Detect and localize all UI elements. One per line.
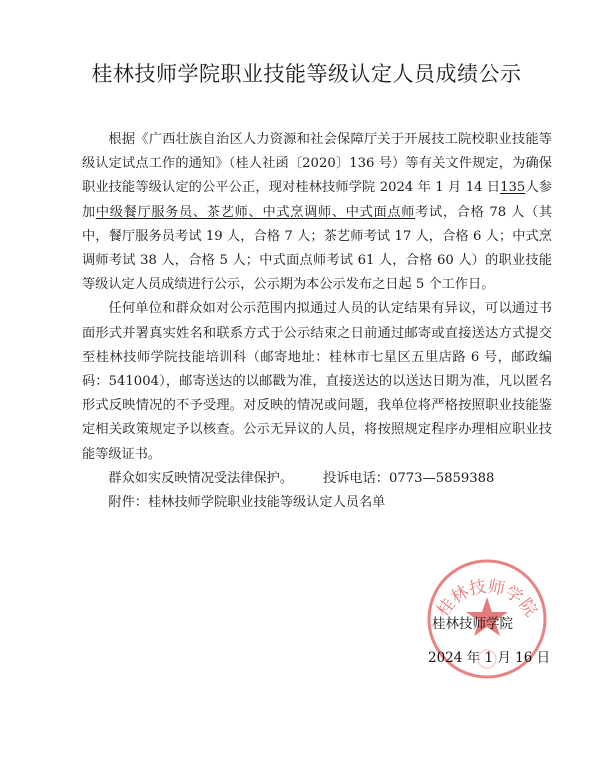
complaint-phone: 投诉电话：0773—5859388 [323, 470, 495, 486]
seal-text: 桂林技师学院 [433, 576, 541, 621]
paragraph-announcement [82, 128, 552, 297]
signature-date: 2024 年 1 月 16 日 [428, 650, 551, 666]
participant-count: 135 [500, 180, 526, 196]
legal-protection-text: 群众如实反映情况受法律保护。 [108, 470, 294, 486]
exam-occupations: 中级餐厅服务员、茶艺师、中式烹调师、中式面点师 [95, 204, 416, 220]
paragraph-legal [82, 467, 552, 491]
announcement-text-1: 根据《广西壮族自治区人力资源和社会保障厅关于开展技工院校职业技能等级认定试点工作的通知》（桂人社函〔2020〕136 号）等有关文件规定，为确保职业技能等级认定的公平公正，现对桂林技师学院 2024 年 1 月 14 日 [82, 132, 552, 196]
attachment-line: 附件：桂林技师学院职业技能等级认定人员名单 [108, 495, 386, 511]
paragraph-objection: 任何单位和群众如对公示范围内拟通过人员的认定结果有异议，可以通过书面形式并署真实姓名和联系方式于公示结束之日前通过邮寄或直接送达方式提交至桂林技师学院技能培训科（邮寄地址：桂林市七星区五里店路 6 号，邮政编码：541004），邮寄送达的以邮戳为准，直接送达的以送达日期为准，凡以匿名形式反映情况的不予受理。对反映的情况或问题，我单位将严格按照职业技能鉴定相关政策规定予以核查。公示无异议的人员，将按照规定程序办理相应职业技能等级证书。 [82, 301, 552, 462]
announcement-text-3: 考试，合格 78 人（其中，餐厅服务员考试 19 人，合格 7 人；茶艺师考试 17 人，合格 6 人；中式烹调师考试 38 人，合格 5 人；中式面点师考试 61 人，合格 60 人）的职业技能等级认定人员成绩进行公示，公示期为本公示发布之日起 5 个工作日。 [82, 204, 553, 293]
document-body [82, 128, 552, 515]
announcement-text-2: 人参加 [82, 180, 552, 220]
document-title: 桂林技师学院职业技能等级认定人员成绩公示 [91, 62, 522, 86]
signature-organization: 桂林技师学院 [432, 616, 513, 632]
